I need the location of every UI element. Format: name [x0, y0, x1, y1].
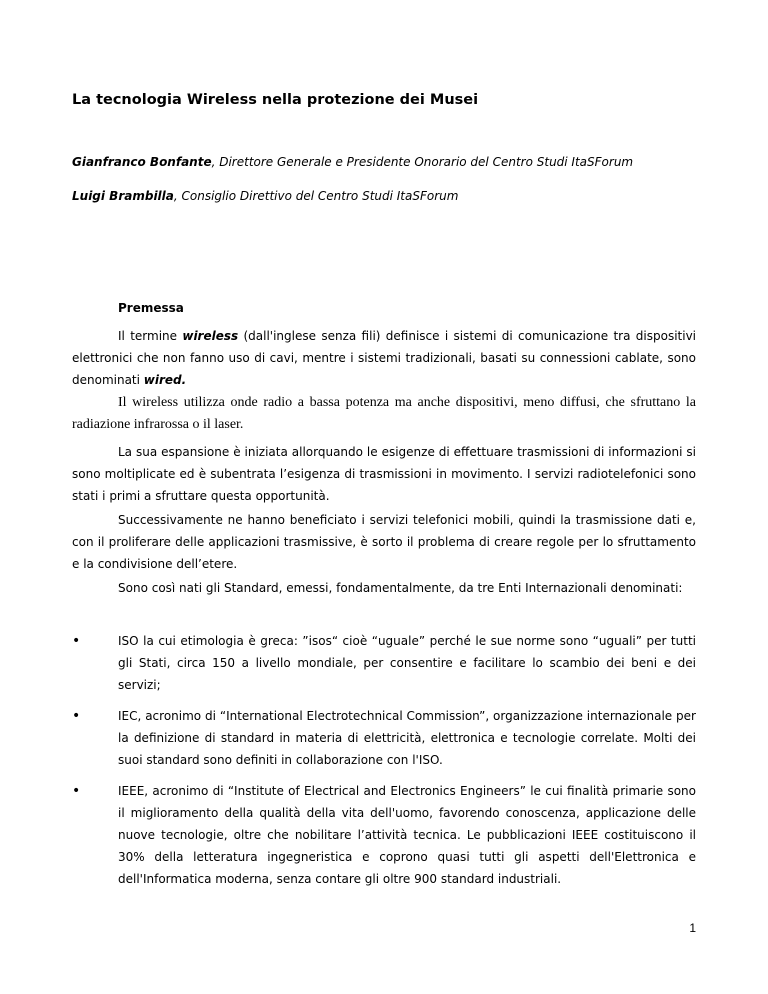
section-heading: Premessa	[118, 301, 184, 315]
paragraph-5: Sono così nati gli Standard, emessi, fondamentalmente, da tre Enti Internazionali denominati:	[118, 581, 683, 595]
author-name: Luigi Brambilla	[72, 189, 174, 203]
author-role: , Direttore Generale e Presidente Onorario del Centro Studi ItaSForum	[211, 155, 634, 169]
bullet-icon: •	[72, 633, 81, 649]
term-wireless: wireless	[182, 329, 239, 343]
author-name: Gianfranco Bonfante	[72, 155, 212, 169]
list-item-text: ISO la cui etimologia è greca: ”isos“ cioè “uguale” perché le sue norme sono “uguali” per tutti gli Stati, circa 150 a livello mondiale, per consentire e facilitare lo scambio dei beni e dei servizi;	[118, 634, 696, 692]
document-title: La tecnologia Wireless nella protezione dei Musei	[72, 92, 479, 108]
bullet-icon: •	[72, 783, 81, 799]
author-role: , Consiglio Direttivo del Centro Studi ItaSForum	[173, 189, 459, 203]
paragraph-3: La sua espansione è iniziata allorquando le esigenze di effettuare trasmissioni di informazioni si sono moltiplicate ed è subentrata l’esigenza di trasmissioni in movimento. I servizi radiotelefonici sono stati i primi a sfruttare questa opportunità.	[72, 445, 696, 503]
paragraph-1: Il termine wireless (dall'inglese senza fili) definisce i sistemi di comunicazione tra dispositivi elettronici che non fanno uso di cavi, mentre i sistemi tradizionali, basati su connessioni cablate, sono denominati wired.	[72, 329, 697, 387]
author-line-2	[72, 189, 458, 203]
list-item-text: IEEE, acronimo di “Institute of Electrical and Electronics Engineers” le cui finalità primarie sono il miglioramento della qualità della vita dell'uomo, favorendo conoscenza, applicazione delle nuove tecnologie, oltre che nobilitare l’attività tecnica. Le pubblicazioni IEEE costituiscono il 30% della letteratura ingegneristica e coprono quasi tutti gli aspetti dell'Elettronica e dell'Informatica moderna, senza contare gli oltre 900 standard industriali.	[118, 784, 696, 886]
paragraph-2: Il wireless utilizza onde radio a bassa potenza ma anche dispositivi, meno diffusi, che sfruttano la radiazione infrarossa o il laser.	[72, 395, 696, 432]
author-line-1	[72, 155, 633, 169]
paragraph-4: Successivamente ne hanno beneficiato i servizi telefonici mobili, quindi la trasmissione dati e, con il proliferare delle applicazioni trasmissive, è sorto il problema di creare regole per lo sfruttamento e la condivisione dell’etere.	[72, 513, 696, 571]
term-wired: wired.	[143, 373, 187, 387]
page-number: 1	[689, 921, 696, 935]
list-item-text: IEC, acronimo di “International Electrotechnical Commission”, organizzazione internazionale per la definizione di standard in materia di elettricità, elettronica e tecnologie correlate. Molti dei suoi standard sono definiti in collaborazione con l'ISO.	[118, 709, 696, 767]
bullet-icon: •	[72, 708, 81, 724]
